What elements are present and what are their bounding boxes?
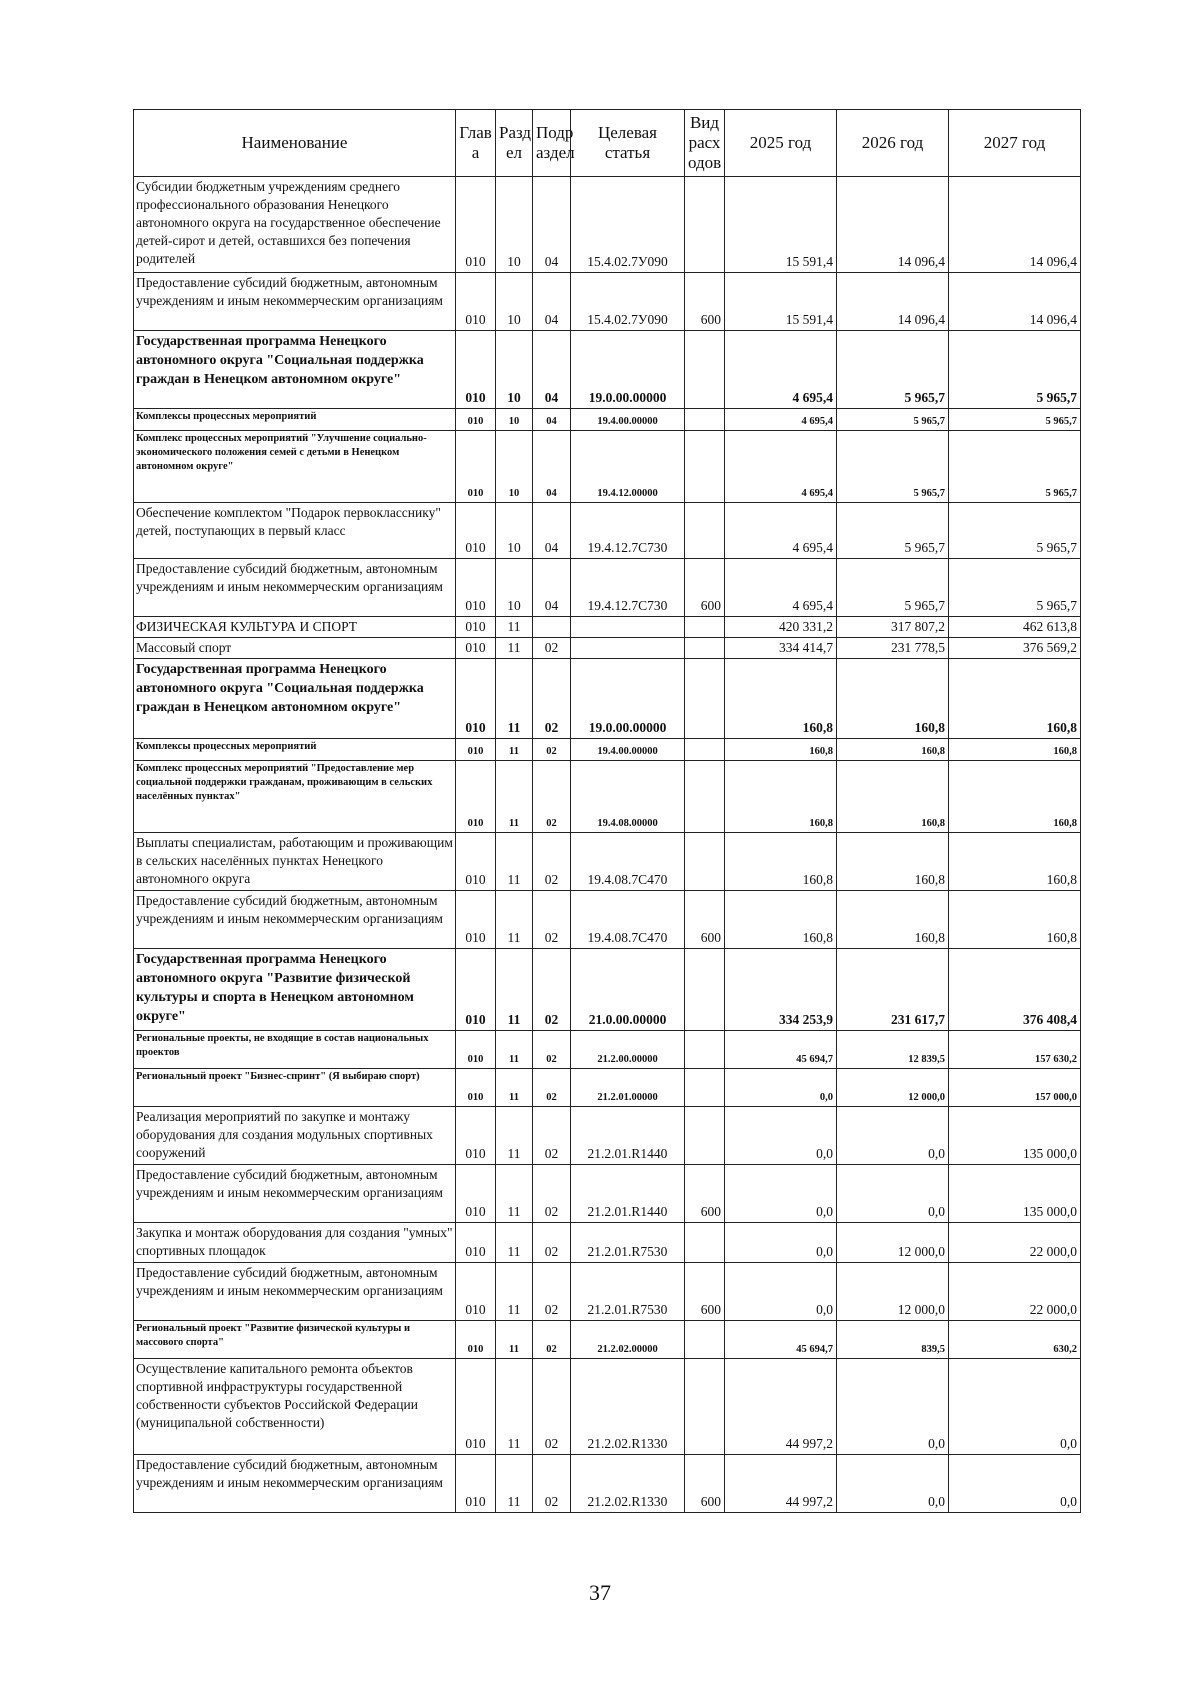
row-target-article: 19.0.00.00000 <box>571 659 685 739</box>
table-row <box>134 503 1081 559</box>
row-value-2026: 5 965,7 <box>837 559 949 617</box>
table-row <box>134 833 1081 891</box>
row-value-2027: 5 965,7 <box>949 559 1081 617</box>
header-year-2027: 2027 год <box>949 110 1081 177</box>
row-target-article: 19.4.00.00000 <box>571 739 685 761</box>
row-section: 11 <box>496 1263 533 1321</box>
row-section: 10 <box>496 503 533 559</box>
row-chapter: 010 <box>456 659 496 739</box>
row-expense-type <box>685 503 725 559</box>
row-value-2026: 0,0 <box>837 1359 949 1455</box>
header-target-article: Целевая статья <box>571 110 685 177</box>
row-chapter: 010 <box>456 1107 496 1165</box>
row-value-2026: 5 965,7 <box>837 409 949 431</box>
row-value-2025: 4 695,4 <box>725 331 837 409</box>
row-value-2027: 5 965,7 <box>949 503 1081 559</box>
row-chapter: 010 <box>456 177 496 273</box>
row-chapter: 010 <box>456 761 496 833</box>
table-row <box>134 638 1081 659</box>
row-name: Комплексы процессных мероприятий <box>134 739 456 761</box>
row-chapter: 010 <box>456 739 496 761</box>
row-value-2025: 420 331,2 <box>725 617 837 638</box>
row-value-2026: 12 839,5 <box>837 1031 949 1069</box>
row-target-article: 19.4.12.00000 <box>571 431 685 503</box>
row-subsection: 04 <box>533 559 571 617</box>
row-chapter: 010 <box>456 1263 496 1321</box>
row-subsection: 02 <box>533 659 571 739</box>
row-value-2027: 135 000,0 <box>949 1107 1081 1165</box>
row-subsection: 02 <box>533 1165 571 1223</box>
row-value-2027: 157 630,2 <box>949 1031 1081 1069</box>
row-target-article: 19.4.12.7С730 <box>571 559 685 617</box>
row-name: Предоставление субсидий бюджетным, автономным учреждениям и иным некоммерческим организациям <box>134 1263 456 1321</box>
table-row <box>134 659 1081 739</box>
table-header-row <box>134 110 1081 177</box>
row-chapter: 010 <box>456 331 496 409</box>
row-name: Предоставление субсидий бюджетным, автономным учреждениям и иным некоммерческим организациям <box>134 891 456 949</box>
row-chapter: 010 <box>456 1069 496 1107</box>
row-subsection: 04 <box>533 409 571 431</box>
row-name: Обеспечение комплектом "Подарок первокласснику" детей, поступающих в первый класс <box>134 503 456 559</box>
row-target-article: 15.4.02.7У090 <box>571 177 685 273</box>
row-section: 11 <box>496 1107 533 1165</box>
row-subsection: 04 <box>533 331 571 409</box>
row-value-2027: 14 096,4 <box>949 177 1081 273</box>
row-value-2027: 160,8 <box>949 739 1081 761</box>
row-expense-type: 600 <box>685 559 725 617</box>
row-name: Закупка и монтаж оборудования для создания "умных" спортивных площадок <box>134 1223 456 1263</box>
table-row <box>134 431 1081 503</box>
row-section: 10 <box>496 273 533 331</box>
table-body <box>134 177 1081 1513</box>
row-section: 10 <box>496 331 533 409</box>
row-subsection: 02 <box>533 1069 571 1107</box>
row-expense-type: 600 <box>685 1263 725 1321</box>
table-row <box>134 1223 1081 1263</box>
row-expense-type <box>685 1223 725 1263</box>
row-chapter: 010 <box>456 617 496 638</box>
table-row <box>134 177 1081 273</box>
row-value-2027: 135 000,0 <box>949 1165 1081 1223</box>
table-row <box>134 739 1081 761</box>
row-expense-type <box>685 1031 725 1069</box>
table-row <box>134 761 1081 833</box>
row-section: 11 <box>496 1165 533 1223</box>
row-expense-type: 600 <box>685 891 725 949</box>
table-row <box>134 1165 1081 1223</box>
table-row <box>134 891 1081 949</box>
row-subsection: 02 <box>533 1107 571 1165</box>
row-value-2027: 157 000,0 <box>949 1069 1081 1107</box>
table-row <box>134 331 1081 409</box>
row-subsection: 04 <box>533 273 571 331</box>
row-name: ФИЗИЧЕСКАЯ КУЛЬТУРА И СПОРТ <box>134 617 456 638</box>
table-row <box>134 559 1081 617</box>
row-expense-type <box>685 949 725 1031</box>
row-value-2025: 0,0 <box>725 1223 837 1263</box>
row-subsection: 04 <box>533 177 571 273</box>
row-name: Предоставление субсидий бюджетным, автономным учреждениям и иным некоммерческим организациям <box>134 559 456 617</box>
row-section: 11 <box>496 739 533 761</box>
row-section: 11 <box>496 949 533 1031</box>
table-row <box>134 1263 1081 1321</box>
row-expense-type <box>685 331 725 409</box>
row-chapter: 010 <box>456 273 496 331</box>
row-expense-type <box>685 1107 725 1165</box>
row-chapter: 010 <box>456 1223 496 1263</box>
row-expense-type: 600 <box>685 273 725 331</box>
row-section: 10 <box>496 559 533 617</box>
row-subsection: 02 <box>533 638 571 659</box>
row-expense-type <box>685 833 725 891</box>
row-target-article: 21.2.02.00000 <box>571 1321 685 1359</box>
row-name: Реализация мероприятий по закупке и монтажу оборудования для создания модульных спортивных сооружений <box>134 1107 456 1165</box>
row-name: Предоставление субсидий бюджетным, автономным учреждениям и иным некоммерческим организациям <box>134 1455 456 1513</box>
table-row <box>134 409 1081 431</box>
row-section: 11 <box>496 617 533 638</box>
row-section: 11 <box>496 659 533 739</box>
row-target-article: 21.0.00.00000 <box>571 949 685 1031</box>
row-value-2025: 160,8 <box>725 891 837 949</box>
row-section: 11 <box>496 891 533 949</box>
header-year-2026: 2026 год <box>837 110 949 177</box>
row-value-2027: 376 569,2 <box>949 638 1081 659</box>
row-value-2027: 0,0 <box>949 1455 1081 1513</box>
row-value-2026: 839,5 <box>837 1321 949 1359</box>
row-value-2026: 14 096,4 <box>837 273 949 331</box>
row-value-2025: 160,8 <box>725 833 837 891</box>
row-value-2025: 160,8 <box>725 659 837 739</box>
row-section: 10 <box>496 431 533 503</box>
row-target-article: 19.4.08.00000 <box>571 761 685 833</box>
row-target-article: 19.4.08.7С470 <box>571 891 685 949</box>
row-target-article: 21.2.01.R7530 <box>571 1223 685 1263</box>
row-value-2026: 160,8 <box>837 833 949 891</box>
row-chapter: 010 <box>456 1165 496 1223</box>
row-chapter: 010 <box>456 409 496 431</box>
row-value-2025: 44 997,2 <box>725 1455 837 1513</box>
row-value-2026: 12 000,0 <box>837 1223 949 1263</box>
row-name: Предоставление субсидий бюджетным, автономным учреждениям и иным некоммерческим организациям <box>134 1165 456 1223</box>
row-section: 11 <box>496 1069 533 1107</box>
row-target-article: 21.2.01.R7530 <box>571 1263 685 1321</box>
row-target-article: 21.2.02.R1330 <box>571 1455 685 1513</box>
row-target-article: 21.2.01.R1440 <box>571 1165 685 1223</box>
row-expense-type <box>685 617 725 638</box>
row-value-2026: 160,8 <box>837 659 949 739</box>
row-value-2025: 0,0 <box>725 1165 837 1223</box>
row-name: Субсидии бюджетным учреждениям среднего профессионального образования Ненецкого автономного округа на государственное обеспечение детей-сирот и детей, оставшихся без попечения родителей <box>134 177 456 273</box>
table-row <box>134 1455 1081 1513</box>
row-subsection: 02 <box>533 739 571 761</box>
row-name: Региональный проект "Бизнес-спринт" (Я выбираю спорт) <box>134 1069 456 1107</box>
row-value-2026: 231 778,5 <box>837 638 949 659</box>
row-section: 11 <box>496 1321 533 1359</box>
row-value-2025: 44 997,2 <box>725 1359 837 1455</box>
row-name: Выплаты специалистам, работающим и проживающим в сельских населённых пунктах Ненецкого автономного округа <box>134 833 456 891</box>
row-value-2025: 4 695,4 <box>725 559 837 617</box>
row-section: 11 <box>496 638 533 659</box>
header-chapter: Глав а <box>456 110 496 177</box>
table-row <box>134 617 1081 638</box>
table-row <box>134 1069 1081 1107</box>
row-chapter: 010 <box>456 891 496 949</box>
row-value-2026: 14 096,4 <box>837 177 949 273</box>
row-name: Государственная программа Ненецкого автономного округа "Социальная поддержка граждан в Ненецком автономном округе" <box>134 659 456 739</box>
table-row <box>134 1107 1081 1165</box>
row-chapter: 010 <box>456 503 496 559</box>
row-chapter: 010 <box>456 833 496 891</box>
row-value-2025: 4 695,4 <box>725 431 837 503</box>
row-value-2027: 160,8 <box>949 891 1081 949</box>
row-name: Комплекс процессных мероприятий "Улучшение социально-экономического положения семей с детьми в Ненецком автономном округе" <box>134 431 456 503</box>
row-value-2026: 160,8 <box>837 761 949 833</box>
row-target-article <box>571 617 685 638</box>
row-value-2025: 334 253,9 <box>725 949 837 1031</box>
row-value-2027: 22 000,0 <box>949 1223 1081 1263</box>
row-name: Предоставление субсидий бюджетным, автономным учреждениям и иным некоммерческим организациям <box>134 273 456 331</box>
row-value-2027: 462 613,8 <box>949 617 1081 638</box>
row-target-article: 19.4.00.00000 <box>571 409 685 431</box>
row-target-article: 21.2.02.R1330 <box>571 1359 685 1455</box>
row-value-2026: 231 617,7 <box>837 949 949 1031</box>
row-value-2026: 160,8 <box>837 891 949 949</box>
row-value-2027: 160,8 <box>949 833 1081 891</box>
row-value-2025: 0,0 <box>725 1107 837 1165</box>
row-chapter: 010 <box>456 431 496 503</box>
row-expense-type <box>685 1321 725 1359</box>
row-expense-type <box>685 177 725 273</box>
row-value-2025: 15 591,4 <box>725 177 837 273</box>
row-subsection: 02 <box>533 761 571 833</box>
row-chapter: 010 <box>456 1359 496 1455</box>
row-name: Государственная программа Ненецкого автономного округа "Социальная поддержка граждан в Ненецком автономном округе" <box>134 331 456 409</box>
row-chapter: 010 <box>456 1455 496 1513</box>
row-value-2027: 376 408,4 <box>949 949 1081 1031</box>
row-name: Комплекс процессных мероприятий "Предоставление мер социальной поддержки гражданам, проживающим в сельских населённых пунктах" <box>134 761 456 833</box>
row-value-2027: 5 965,7 <box>949 431 1081 503</box>
row-expense-type <box>685 659 725 739</box>
row-value-2026: 5 965,7 <box>837 331 949 409</box>
row-expense-type <box>685 761 725 833</box>
row-value-2026: 0,0 <box>837 1107 949 1165</box>
row-name: Государственная программа Ненецкого автономного округа "Развитие физической культуры и спорта в Ненецком автономном округе" <box>134 949 456 1031</box>
row-target-article: 21.2.01.R1440 <box>571 1107 685 1165</box>
row-value-2027: 160,8 <box>949 659 1081 739</box>
row-chapter: 010 <box>456 1321 496 1359</box>
row-value-2026: 12 000,0 <box>837 1069 949 1107</box>
row-section: 11 <box>496 833 533 891</box>
row-section: 11 <box>496 1223 533 1263</box>
row-name: Комплексы процессных мероприятий <box>134 409 456 431</box>
row-chapter: 010 <box>456 559 496 617</box>
row-subsection: 02 <box>533 949 571 1031</box>
row-value-2027: 22 000,0 <box>949 1263 1081 1321</box>
row-value-2026: 12 000,0 <box>837 1263 949 1321</box>
row-value-2027: 5 965,7 <box>949 331 1081 409</box>
row-value-2025: 45 694,7 <box>725 1031 837 1069</box>
row-name: Массовый спорт <box>134 638 456 659</box>
row-target-article: 19.4.08.7С470 <box>571 833 685 891</box>
header-expense-type: Вид расх одов <box>685 110 725 177</box>
row-value-2027: 160,8 <box>949 761 1081 833</box>
row-value-2026: 5 965,7 <box>837 431 949 503</box>
row-expense-type <box>685 409 725 431</box>
row-subsection: 02 <box>533 891 571 949</box>
row-subsection: 04 <box>533 431 571 503</box>
row-value-2025: 0,0 <box>725 1069 837 1107</box>
row-name: Осуществление капитального ремонта объектов спортивной инфраструктуры государственной собственности субъектов Российской Федерации (муниципальной собственности) <box>134 1359 456 1455</box>
row-expense-type: 600 <box>685 1165 725 1223</box>
row-value-2025: 4 695,4 <box>725 503 837 559</box>
row-value-2025: 160,8 <box>725 739 837 761</box>
table-row <box>134 1031 1081 1069</box>
row-value-2025: 15 591,4 <box>725 273 837 331</box>
row-value-2026: 0,0 <box>837 1455 949 1513</box>
row-target-article: 21.2.00.00000 <box>571 1031 685 1069</box>
row-name: Региональный проект "Развитие физической культуры и массового спорта" <box>134 1321 456 1359</box>
row-subsection: 04 <box>533 503 571 559</box>
row-target-article: 21.2.01.00000 <box>571 1069 685 1107</box>
row-subsection <box>533 617 571 638</box>
row-expense-type <box>685 1359 725 1455</box>
row-section: 11 <box>496 1455 533 1513</box>
header-subsection: Подр аздел <box>533 110 571 177</box>
row-name: Региональные проекты, не входящие в состав национальных проектов <box>134 1031 456 1069</box>
row-section: 10 <box>496 409 533 431</box>
row-value-2026: 317 807,2 <box>837 617 949 638</box>
row-value-2026: 5 965,7 <box>837 503 949 559</box>
row-value-2025: 45 694,7 <box>725 1321 837 1359</box>
header-year-2025: 2025 год <box>725 110 837 177</box>
row-expense-type <box>685 739 725 761</box>
row-value-2025: 334 414,7 <box>725 638 837 659</box>
budget-table-container <box>133 109 1080 1513</box>
row-target-article: 15.4.02.7У090 <box>571 273 685 331</box>
row-section: 10 <box>496 177 533 273</box>
row-subsection: 02 <box>533 1321 571 1359</box>
row-value-2027: 0,0 <box>949 1359 1081 1455</box>
header-section: Разд ел <box>496 110 533 177</box>
table-row <box>134 949 1081 1031</box>
table-row <box>134 1321 1081 1359</box>
row-value-2027: 5 965,7 <box>949 409 1081 431</box>
header-name: Наименование <box>134 110 456 177</box>
row-value-2026: 0,0 <box>837 1165 949 1223</box>
row-chapter: 010 <box>456 1031 496 1069</box>
row-expense-type <box>685 638 725 659</box>
row-chapter: 010 <box>456 949 496 1031</box>
row-section: 11 <box>496 761 533 833</box>
row-value-2026: 160,8 <box>837 739 949 761</box>
row-subsection: 02 <box>533 1359 571 1455</box>
row-chapter: 010 <box>456 638 496 659</box>
row-expense-type <box>685 1069 725 1107</box>
row-subsection: 02 <box>533 1263 571 1321</box>
row-subsection: 02 <box>533 1031 571 1069</box>
row-subsection: 02 <box>533 1223 571 1263</box>
row-subsection: 02 <box>533 833 571 891</box>
budget-table <box>133 109 1081 1513</box>
row-subsection: 02 <box>533 1455 571 1513</box>
row-target-article: 19.4.12.7С730 <box>571 503 685 559</box>
row-target-article: 19.0.00.00000 <box>571 331 685 409</box>
table-row <box>134 273 1081 331</box>
row-value-2027: 14 096,4 <box>949 273 1081 331</box>
row-value-2027: 630,2 <box>949 1321 1081 1359</box>
row-value-2025: 0,0 <box>725 1263 837 1321</box>
row-section: 11 <box>496 1359 533 1455</box>
page-number: 37 <box>589 1580 611 1605</box>
row-target-article <box>571 638 685 659</box>
table-row <box>134 1359 1081 1455</box>
row-value-2025: 4 695,4 <box>725 409 837 431</box>
row-expense-type: 600 <box>685 1455 725 1513</box>
row-expense-type <box>685 431 725 503</box>
row-value-2025: 160,8 <box>725 761 837 833</box>
row-section: 11 <box>496 1031 533 1069</box>
